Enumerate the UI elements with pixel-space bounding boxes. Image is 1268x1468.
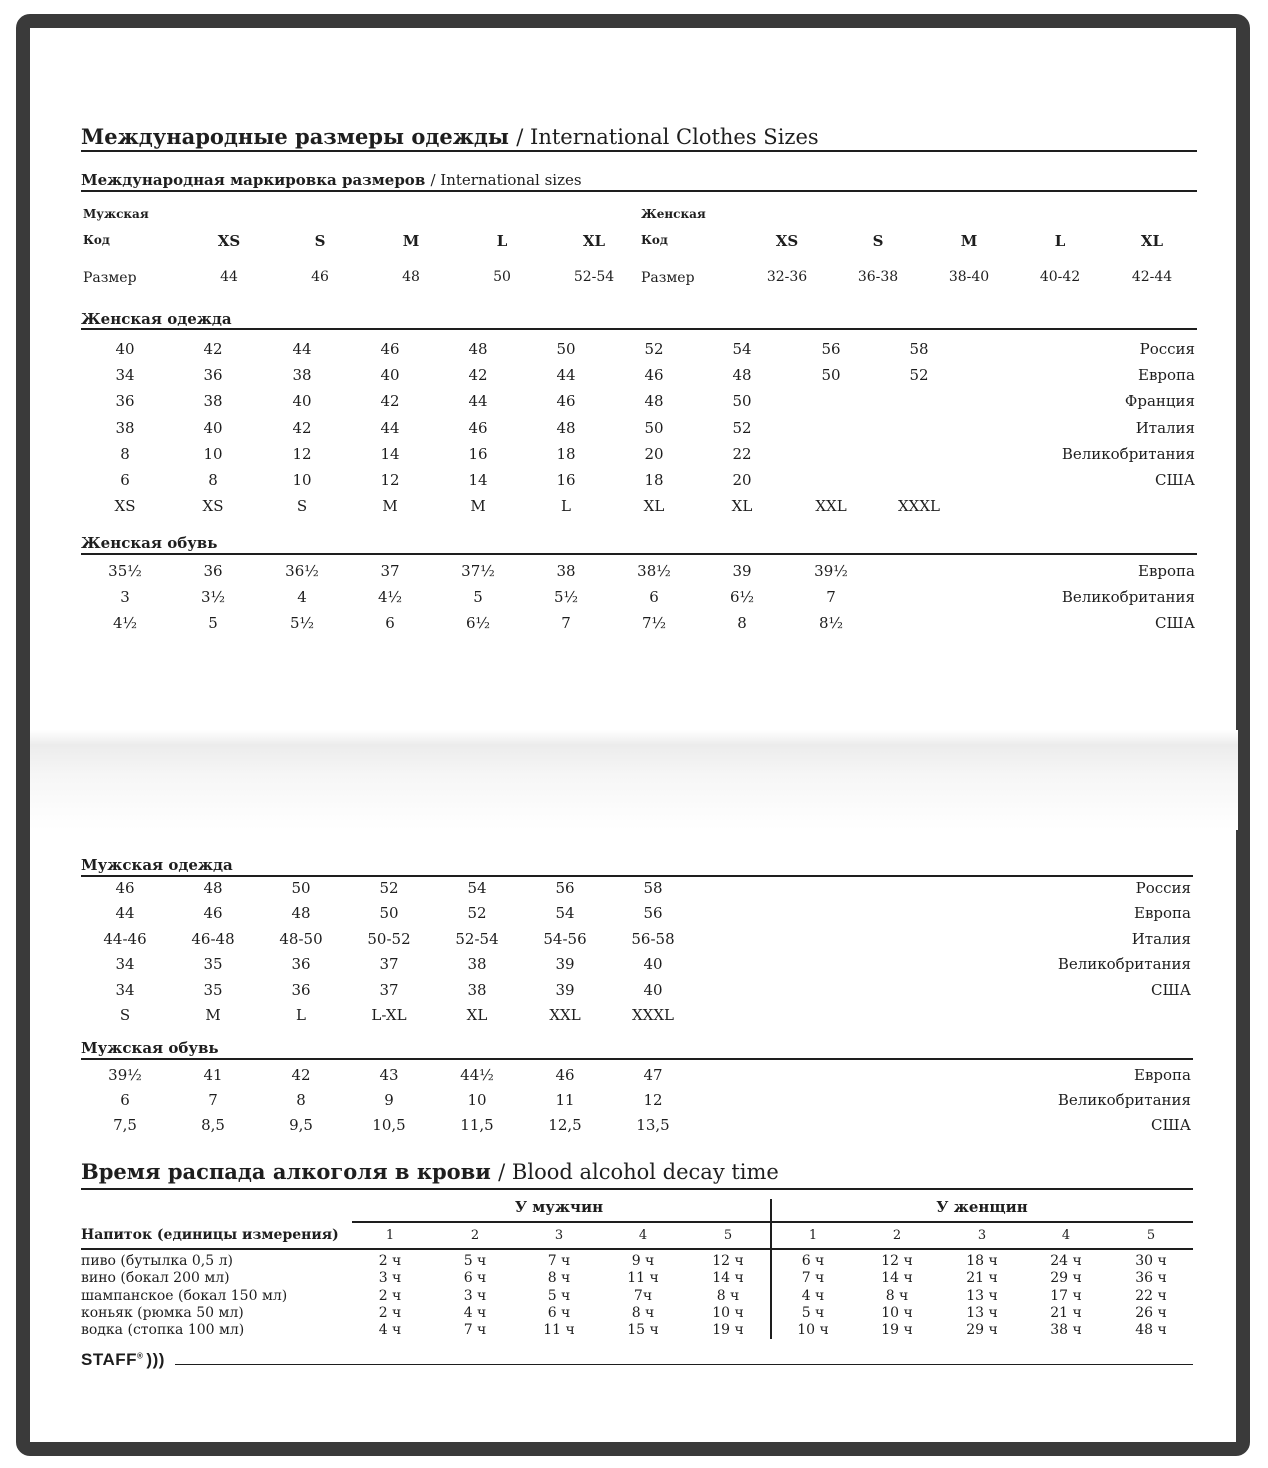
women-clothes-cell: 34 [115, 366, 135, 385]
women-shoes-country: США [1155, 614, 1195, 633]
women-clothes-cell: 56 [821, 340, 841, 358]
men-header: У мужчин [514, 1198, 604, 1216]
women-shoes-cell: 6 [649, 588, 659, 607]
women-clothes-country: Великобритания [1061, 444, 1195, 463]
men-decay-cell: 6 ч [547, 1304, 571, 1321]
women-decay-cell: 24 ч [1050, 1253, 1082, 1269]
men-decay-cell: 14 ч [712, 1270, 744, 1287]
men-clothes-country: Великобритания [1057, 955, 1191, 974]
women-decay-cell: 38 ч [1050, 1322, 1082, 1339]
drink-name: водка (стопка 100 мл) [81, 1322, 245, 1339]
women-decay-cell: 7 ч [801, 1270, 825, 1287]
men-size-cell: 48 [402, 269, 420, 285]
men-clothes-cell: 50 [379, 904, 399, 923]
men-decay-cell: 5 ч [463, 1253, 487, 1269]
women-label: Женская [641, 207, 706, 221]
women-clothes-cell: 48 [732, 366, 752, 385]
page-title-en: / International Clothes Sizes [516, 125, 819, 149]
men-decay-cell: 2 ч [378, 1304, 402, 1321]
men-size-cell: 46 [311, 269, 329, 285]
women-clothes-cell: 10 [292, 471, 312, 489]
men-shoes-heading: Мужская обувь [81, 1039, 219, 1057]
women-code-cell: M [960, 232, 978, 250]
men-code-cell: XS [217, 232, 241, 250]
men-shoes-cell: 9 [384, 1091, 394, 1110]
women-clothes-cell: XL [643, 497, 665, 516]
men-clothes-cell: XL [466, 1006, 488, 1024]
women-clothes-cell: 52 [909, 366, 929, 385]
women-clothes-cell: XS [114, 497, 136, 516]
alcohol-cols-rule [81, 1248, 1193, 1250]
women-decay-cell: 21 ч [1050, 1304, 1082, 1321]
women-shoes-cell: 6½ [729, 588, 755, 607]
women-decay-cell: 4 ч [801, 1287, 825, 1304]
women-clothes-cell: 42 [203, 340, 223, 358]
men-code-cell: L [496, 232, 508, 250]
intl-sizes-rule [81, 190, 1197, 192]
intl-sizes-heading-en: / International sizes [430, 171, 582, 189]
women-header: У женщин [936, 1198, 1028, 1216]
men-weight-col: 1 [385, 1228, 395, 1243]
women-clothes-cell: L [561, 497, 571, 516]
men-clothes-cell: 40 [643, 980, 663, 999]
women-decay-cell: 29 ч [966, 1322, 998, 1339]
women-decay-cell: 14 ч [881, 1270, 913, 1287]
women-decay-cell: 48 ч [1135, 1322, 1167, 1339]
women-clothes-cell: 58 [909, 340, 929, 358]
intl-sizes-heading [81, 171, 582, 189]
men-clothes-cell: 48-50 [279, 929, 323, 948]
men-decay-cell: 15 ч [627, 1322, 659, 1339]
women-shoes-cell: 7 [561, 614, 571, 633]
men-shoes-cell: 9,5 [289, 1116, 313, 1135]
men-clothes-cell: 46 [115, 879, 135, 897]
men-clothes-cell: M [205, 1006, 221, 1024]
women-code-cell: L [1054, 232, 1066, 250]
men-clothes-cell: 44 [115, 904, 135, 923]
women-clothes-cell: 42 [380, 392, 400, 411]
women-clothes-country: Россия [1139, 340, 1195, 358]
women-shoes-cell: 4½ [377, 588, 403, 607]
women-decay-cell: 18 ч [966, 1253, 998, 1269]
men-clothes-cell: 34 [115, 955, 135, 974]
women-clothes-cell: 54 [732, 340, 752, 358]
men-clothes-cell: 46 [203, 904, 223, 923]
men-clothes-cell: 46-48 [191, 929, 235, 948]
women-shoes-country: Великобритания [1061, 588, 1195, 607]
men-decay-cell: 12 ч [712, 1253, 744, 1269]
women-decay-cell: 12 ч [881, 1253, 913, 1269]
men-weight-col: 2 [470, 1228, 480, 1243]
women-weight-col: 4 [1061, 1228, 1071, 1243]
men-size-label: Размер [83, 270, 137, 286]
men-decay-cell: 7ч [633, 1287, 653, 1304]
men-shoes-cell: 13,5 [636, 1116, 670, 1135]
men-clothes-cell: 56-58 [631, 929, 675, 948]
men-shoes-cell: 46 [555, 1066, 575, 1084]
women-clothes-cell: 50 [821, 366, 841, 385]
logo-mark: ® [137, 1351, 144, 1361]
men-shoes-cell: 47 [643, 1066, 663, 1084]
women-clothes-cell: XL [731, 497, 753, 516]
drink-header: Напиток (единицы измерения) [81, 1227, 339, 1243]
women-clothes-cell: XS [202, 497, 224, 516]
men-shoes-cell: 43 [379, 1066, 399, 1084]
women-shoes-cell: 39 [732, 562, 752, 580]
page-fold [30, 730, 1238, 830]
men-decay-cell: 11 ч [627, 1270, 659, 1287]
men-clothes-country: Италия [1131, 929, 1191, 948]
men-shoes-rule [81, 1058, 1193, 1060]
men-clothes-cell: 52 [467, 904, 487, 923]
women-shoes-cell: 5 [473, 588, 483, 607]
women-weight-col: 1 [808, 1228, 818, 1243]
women-clothes-cell: 44 [468, 392, 488, 411]
women-clothes-cell: 52 [644, 340, 664, 358]
women-clothes-cell: 18 [644, 471, 664, 489]
men-clothes-cell: 56 [555, 879, 575, 897]
men-shoes-cell: 11,5 [460, 1116, 494, 1135]
women-clothes-cell: 50 [644, 418, 664, 437]
alcohol-header-rule [352, 1221, 1193, 1223]
women-clothes-cell: 8 [208, 471, 218, 489]
women-shoes-cell: 39½ [814, 562, 848, 580]
women-clothes-cell: S [296, 497, 308, 516]
women-decay-cell: 22 ч [1135, 1287, 1167, 1304]
men-code-cell: XL [582, 232, 606, 250]
women-clothes-cell: 10 [203, 444, 223, 463]
men-decay-cell: 8 ч [716, 1287, 740, 1304]
men-decay-cell: 4 ч [378, 1322, 402, 1339]
men-clothes-cell: 54 [467, 879, 487, 897]
men-clothes-cell: 36 [291, 955, 311, 974]
women-clothes-country: США [1155, 471, 1195, 489]
women-clothes-cell: 12 [380, 471, 400, 489]
women-clothes-cell: 48 [556, 418, 576, 437]
women-shoes-cell: 4 [297, 588, 307, 607]
men-clothes-cell: 37 [379, 955, 399, 974]
women-clothes-cell: 44 [380, 418, 400, 437]
women-clothes-cell: 16 [556, 471, 576, 489]
women-clothes-cell: 50 [556, 340, 576, 358]
women-decay-cell: 17 ч [1050, 1287, 1082, 1304]
men-shoes-cell: 7 [208, 1091, 218, 1110]
title-rule [81, 150, 1197, 152]
men-decay-cell: 6 ч [463, 1270, 487, 1287]
men-clothes-cell: L [296, 1006, 306, 1024]
women-shoes-cell: 3½ [200, 588, 226, 607]
drink-name: коньяк (рюмка 50 мл) [81, 1304, 244, 1321]
men-shoes-cell: 44½ [460, 1066, 494, 1084]
intl-sizes-heading-ru: Международная маркировка размеров [81, 171, 426, 189]
women-decay-cell: 10 ч [881, 1304, 913, 1321]
men-decay-cell: 7 ч [547, 1253, 571, 1269]
men-clothes-cell: 36 [291, 980, 311, 999]
women-clothes-cell: M [470, 497, 486, 516]
men-clothes-cell: 34 [115, 980, 135, 999]
women-clothes-cell: 48 [644, 392, 664, 411]
women-clothes-cell: 40 [203, 418, 223, 437]
men-code-cell: M [402, 232, 420, 250]
women-shoes-cell: 37½ [461, 562, 495, 580]
women-shoes-cell: 36½ [285, 562, 319, 580]
women-weight-col: 2 [892, 1228, 902, 1243]
men-decay-cell: 5 ч [547, 1287, 571, 1304]
women-shoes-cell: 6½ [465, 614, 491, 633]
men-shoes-cell: 7,5 [113, 1116, 137, 1135]
alcohol-title-rule [81, 1188, 1193, 1190]
women-size-label: Размер [641, 270, 695, 286]
men-label: Мужская [83, 207, 149, 221]
men-code-cell: S [314, 232, 326, 250]
men-clothes-cell: 38 [467, 980, 487, 999]
men-decay-cell: 11 ч [543, 1322, 575, 1339]
men-decay-cell: 19 ч [712, 1322, 744, 1339]
alcohol-title [81, 1159, 779, 1184]
women-size-cell: 42-44 [1131, 269, 1173, 285]
women-shoes-cell: 7½ [641, 614, 667, 633]
logo-text: STAFF [81, 1350, 138, 1369]
men-decay-cell: 2 ч [378, 1253, 402, 1269]
women-clothes-country: Франция [1124, 392, 1195, 411]
men-decay-cell: 2 ч [378, 1287, 402, 1304]
men-shoes-cell: 8,5 [201, 1116, 225, 1135]
women-decay-cell: 21 ч [966, 1270, 998, 1287]
page-title-ru: Международные размеры одежды [81, 124, 509, 149]
men-decay-cell: 3 ч [463, 1287, 487, 1304]
men-clothes-cell: 54-56 [543, 929, 587, 948]
women-shoes-cell: 6 [385, 614, 395, 633]
men-clothes-rule [81, 875, 1193, 877]
men-shoes-country: Европа [1134, 1066, 1191, 1084]
footer-rule [175, 1364, 1193, 1365]
men-clothes-cell: 54 [555, 904, 575, 923]
men-clothes-cell: XXXL [632, 1006, 674, 1024]
drink-name: пиво (бутылка 0,5 л) [81, 1253, 233, 1269]
women-decay-cell: 6 ч [801, 1253, 825, 1269]
women-clothes-cell: 18 [556, 444, 576, 463]
women-shoes-cell: 5½ [289, 614, 315, 633]
men-clothes-cell: 58 [643, 879, 663, 897]
women-clothes-rule [81, 328, 1197, 330]
women-shoes-heading: Женская обувь [81, 534, 218, 552]
women-clothes-cell: 42 [292, 418, 312, 437]
women-decay-cell: 29 ч [1050, 1270, 1082, 1287]
men-decay-cell: 4 ч [463, 1304, 487, 1321]
women-clothes-cell: 44 [556, 366, 576, 385]
men-size-cell: 52-54 [573, 269, 615, 285]
women-shoes-cell: 3 [120, 588, 130, 607]
women-clothes-cell: XXL [815, 497, 847, 516]
men-shoes-cell: 11 [555, 1091, 575, 1110]
page-title [81, 124, 819, 149]
women-decay-cell: 26 ч [1135, 1304, 1167, 1321]
women-clothes-cell: 14 [380, 444, 400, 463]
men-clothes-cell: 52-54 [455, 929, 499, 948]
men-weight-col: 3 [554, 1228, 564, 1243]
alcohol-title-ru: Время распада алкоголя в крови [81, 1159, 491, 1184]
women-clothes-cell: 20 [732, 471, 752, 489]
women-clothes-country: Европа [1138, 366, 1195, 385]
women-clothes-cell: 38 [292, 366, 312, 385]
women-shoes-cell: 36 [203, 562, 223, 580]
women-clothes-cell: 46 [644, 366, 664, 385]
drink-name: вино (бокал 200 мл) [81, 1270, 230, 1287]
men-size-cell: 50 [493, 269, 511, 285]
women-decay-cell: 19 ч [881, 1322, 913, 1339]
men-clothes-country: Россия [1135, 879, 1191, 897]
alcohol-title-en: / Blood alcohol decay time [498, 1160, 779, 1184]
men-shoes-cell: 8 [296, 1091, 306, 1110]
staff-logo [81, 1350, 165, 1370]
women-clothes-cell: 40 [115, 340, 135, 358]
men-clothes-cell: 38 [467, 955, 487, 974]
women-decay-cell: 36 ч [1135, 1270, 1167, 1287]
women-clothes-cell: 42 [468, 366, 488, 385]
men-shoes-country: Великобритания [1057, 1091, 1191, 1110]
men-shoes-cell: 10,5 [372, 1116, 406, 1135]
women-shoes-cell: 5½ [553, 588, 579, 607]
women-clothes-country: Италия [1135, 418, 1195, 437]
men-clothes-cell: 39 [555, 955, 575, 974]
women-code-cell: XL [1140, 232, 1164, 250]
women-clothes-cell: 20 [644, 444, 664, 463]
women-clothes-cell: 46 [380, 340, 400, 358]
women-shoes-cell: 7 [826, 588, 836, 607]
women-clothes-cell: 16 [468, 444, 488, 463]
women-decay-cell: 8 ч [885, 1287, 909, 1304]
men-clothes-cell: 50-52 [367, 929, 411, 948]
women-clothes-cell: 52 [732, 418, 752, 437]
women-shoes-cell: 5 [208, 614, 218, 633]
men-shoes-cell: 42 [291, 1066, 311, 1084]
women-clothes-cell: 6 [120, 471, 130, 489]
women-decay-cell: 30 ч [1135, 1253, 1167, 1269]
men-shoes-cell: 12,5 [548, 1116, 582, 1135]
men-shoes-country: США [1151, 1116, 1191, 1135]
women-clothes-cell: 46 [556, 392, 576, 411]
women-decay-cell: 13 ч [966, 1287, 998, 1304]
women-decay-cell: 10 ч [797, 1322, 829, 1339]
men-clothes-cell: 44-46 [103, 929, 147, 948]
men-clothes-cell: S [119, 1006, 131, 1024]
women-shoes-cell: 4½ [112, 614, 138, 633]
men-clothes-cell: 35 [203, 980, 223, 999]
drink-name: шампанское (бокал 150 мл) [81, 1287, 288, 1304]
men-decay-cell: 9 ч [631, 1253, 655, 1269]
women-decay-cell: 13 ч [966, 1304, 998, 1321]
women-clothes-cell: 48 [468, 340, 488, 358]
men-decay-cell: 3 ч [378, 1270, 402, 1287]
women-code-cell: S [872, 232, 884, 250]
women-code-label: Код [641, 233, 668, 247]
men-clothes-cell: 37 [379, 980, 399, 999]
women-size-cell: 40-42 [1039, 269, 1081, 285]
men-clothes-country: Европа [1134, 904, 1191, 923]
women-clothes-cell: 44 [292, 340, 312, 358]
women-size-cell: 38-40 [948, 269, 990, 285]
women-clothes-cell: 22 [732, 444, 752, 463]
women-size-cell: 36-38 [857, 269, 899, 285]
women-clothes-cell: 38 [203, 392, 223, 411]
men-clothes-cell: 39 [555, 980, 575, 999]
women-code-cell: XS [775, 232, 799, 250]
women-shoes-cell: 8 [737, 614, 747, 633]
women-clothes-cell: 40 [380, 366, 400, 385]
men-clothes-cell: 52 [379, 879, 399, 897]
men-clothes-country: США [1151, 980, 1191, 999]
women-weight-col: 3 [977, 1228, 987, 1243]
women-shoes-country: Европа [1138, 562, 1195, 580]
women-clothes-cell: XXXL [898, 497, 940, 516]
women-shoes-cell: 38½ [637, 562, 671, 580]
men-decay-cell: 8 ч [631, 1304, 655, 1321]
men-clothes-cell: 40 [643, 955, 663, 974]
men-clothes-cell: 50 [291, 879, 311, 897]
men-decay-cell: 10 ч [712, 1304, 744, 1321]
women-shoes-cell: 8½ [818, 614, 844, 633]
men-shoes-cell: 12 [643, 1091, 663, 1110]
women-shoes-rule [81, 553, 1197, 555]
women-clothes-cell: M [382, 497, 398, 516]
men-shoes-cell: 10 [467, 1091, 487, 1110]
men-clothes-cell: 48 [203, 879, 223, 897]
men-size-cell: 44 [220, 269, 238, 285]
logo-arrows: ))) [146, 1350, 165, 1369]
women-clothes-cell: 36 [115, 392, 135, 411]
women-decay-cell: 5 ч [801, 1304, 825, 1321]
men-decay-cell: 7 ч [463, 1322, 487, 1339]
women-size-cell: 32-36 [766, 269, 808, 285]
men-shoes-cell: 6 [120, 1091, 130, 1110]
women-shoes-cell: 37 [380, 562, 400, 580]
women-shoes-cell: 35½ [108, 562, 142, 580]
women-clothes-cell: 14 [468, 471, 488, 489]
men-clothes-cell: L-XL [371, 1006, 407, 1024]
men-code-label: Код [83, 233, 110, 247]
women-clothes-cell: 40 [292, 392, 312, 411]
men-weight-col: 4 [638, 1228, 648, 1243]
men-clothes-cell: 48 [291, 904, 311, 923]
men-clothes-cell: 35 [203, 955, 223, 974]
women-clothes-heading: Женская одежда [81, 310, 232, 328]
men-shoes-cell: 41 [203, 1066, 223, 1084]
men-decay-cell: 8 ч [547, 1270, 571, 1287]
women-clothes-cell: 50 [732, 392, 752, 411]
women-clothes-cell: 38 [115, 418, 135, 437]
men-clothes-cell: XXL [549, 1006, 581, 1024]
men-clothes-cell: 56 [643, 904, 663, 923]
alcohol-divider [770, 1199, 772, 1339]
women-clothes-cell: 46 [468, 418, 488, 437]
women-clothes-cell: 36 [203, 366, 223, 385]
men-weight-col: 5 [723, 1228, 733, 1243]
men-clothes-heading: Мужская одежда [81, 856, 233, 874]
women-shoes-cell: 38 [556, 562, 576, 580]
women-weight-col: 5 [1146, 1228, 1156, 1243]
women-clothes-cell: 12 [292, 444, 312, 463]
women-clothes-cell: 8 [120, 444, 130, 463]
men-shoes-cell: 39½ [108, 1066, 142, 1084]
